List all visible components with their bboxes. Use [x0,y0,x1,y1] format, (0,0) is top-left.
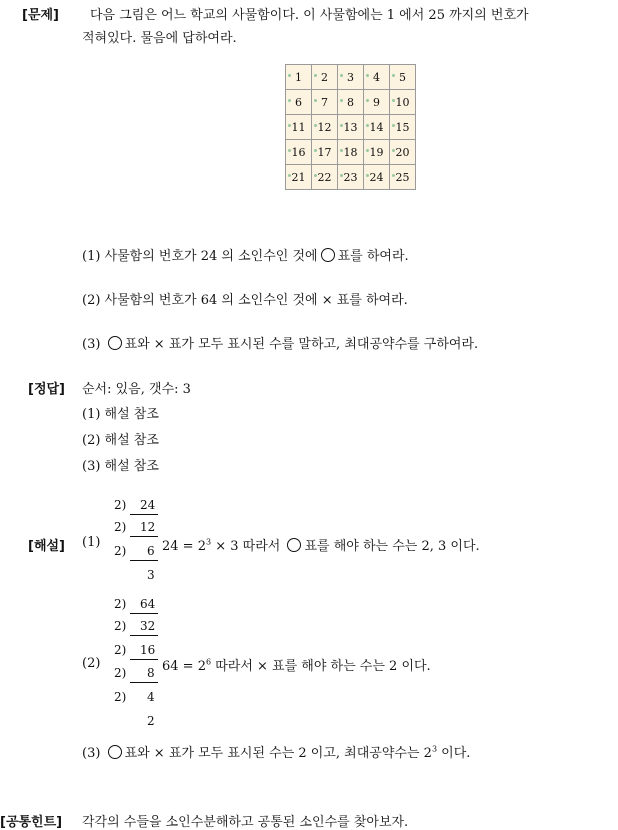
ladder-divisor: 2) [114,619,127,633]
ladder-value: 32 [140,619,156,633]
locker-cell [364,90,390,115]
locker-dot-icon [392,74,395,77]
solution-3-tail: 이다. [437,746,471,761]
locker-cell [286,165,312,190]
solution-2-num: (2) [82,656,101,671]
problem-text-line1: 다음 그림은 어느 학교의 사물함이다. 이 사물함에는 1 에서 25 까지의 번호가 [90,8,529,23]
locker-number: 17 [317,145,332,159]
locker-cell [364,140,390,165]
locker-number: 16 [291,145,306,159]
locker-cell [338,90,364,115]
solution-1-tail: 표를 해야 하는 수는 2, 3 이다. [304,539,480,554]
ladder-value: 2 [147,714,155,728]
locker-number: 8 [347,95,354,109]
problem-label: [문제] [22,8,59,23]
question-1-text: (1) 사물함의 번호가 24 의 소인수인 것에 [82,249,318,264]
solution-2-text [162,655,431,674]
answer-summary: 순서: 있음, 갯수: 3 [82,382,191,397]
locker-dot-icon [288,124,291,127]
locker-dot-icon [366,99,369,102]
ladder-divisor: 2) [114,643,127,657]
locker-dot-icon [340,124,343,127]
problem-text-line2: 적혀있다. 물음에 답하여라. [82,31,237,46]
locker-cell [286,140,312,165]
locker-row [286,90,416,115]
answer-item: (1) 해설 참조 [82,407,159,422]
ladder-value: 24 [140,498,156,512]
answer-label: [정답] [28,382,65,397]
locker-dot-icon [288,74,291,77]
ladder-divisor: 2) [114,690,127,704]
locker-cell [390,90,416,115]
question-3 [82,333,478,352]
locker-number: 10 [395,95,410,109]
ladder-divisor: 2) [114,597,127,611]
locker-cell [312,90,338,115]
locker-dot-icon [392,124,395,127]
locker-cell [390,165,416,190]
locker-row [286,115,416,140]
locker-cell [312,140,338,165]
locker-number: 21 [291,170,306,184]
locker-cell [390,115,416,140]
locker-dot-icon [288,99,291,102]
locker-grid [285,64,416,190]
ladder-value: 4 [147,690,155,704]
locker-number: 6 [295,95,302,109]
locker-number: 7 [321,95,328,109]
locker-dot-icon [314,124,317,127]
ladder-value: 8 [147,666,155,680]
ladder-divisor: 2) [114,544,127,558]
locker-row [286,165,416,190]
answer-item: (3) 해설 참조 [82,459,159,474]
circle-mark-icon [108,336,122,350]
locker-dot-icon [366,124,369,127]
locker-number: 24 [369,170,384,184]
ladder-value: 3 [147,568,155,582]
circle-mark-icon [321,248,335,262]
locker-number: 2 [321,70,328,84]
locker-dot-icon [314,174,317,177]
ladder-value: 16 [140,643,156,657]
locker-cell [364,165,390,190]
locker-row [286,65,416,90]
locker-cell [338,140,364,165]
locker-cell [338,65,364,90]
circle-mark-icon [287,538,301,552]
locker-cell [286,90,312,115]
locker-number: 23 [343,170,358,184]
ladder-divisor: 2) [114,520,127,534]
solution-label: [해설] [28,539,65,554]
question-1-tail: 표를 하여라. [337,249,409,264]
locker-cell [312,65,338,90]
locker-number: 22 [317,170,332,184]
solution-1-text [162,535,480,554]
locker-row [286,140,416,165]
locker-dot-icon [340,74,343,77]
locker-number: 5 [399,70,406,84]
locker-number: 3 [347,70,354,84]
locker-dot-icon [392,99,395,102]
locker-dot-icon [392,174,395,177]
ladder-divisor: 2) [114,498,127,512]
locker-cell [364,65,390,90]
solution-2-tail: 따라서 × 표를 해야 하는 수는 2 이다. [211,659,431,674]
locker-dot-icon [340,99,343,102]
locker-cell [286,115,312,140]
locker-dot-icon [288,174,291,177]
locker-number: 9 [373,95,380,109]
equation-rest: × 3 따라서 [211,539,281,554]
circle-mark-icon [108,745,122,759]
locker-dot-icon [366,74,369,77]
solution-1-num: (1) [82,535,101,550]
locker-cell [338,165,364,190]
locker-dot-icon [392,149,395,152]
hint-text: 각각의 수들을 소인수분해하고 공통된 소인수를 찾아보자. [82,815,409,830]
locker-cell [364,115,390,140]
locker-dot-icon [314,149,317,152]
question-2: (2) 사물함의 번호가 64 의 소인수인 것에 × 표를 하여라. [82,293,408,308]
equation-64: 64 = 2 [162,659,206,674]
ladder-divisor: 2) [114,666,127,680]
ladder-value: 64 [140,597,156,611]
locker-number: 14 [369,120,384,134]
locker-dot-icon [314,99,317,102]
locker-number: 20 [395,145,410,159]
solution-3-num: (3) [82,746,101,761]
locker-dot-icon [366,149,369,152]
locker-number: 4 [373,70,380,84]
locker-number: 15 [395,120,410,134]
exponent: 3 [205,537,212,547]
ladder-value: 6 [147,544,155,558]
locker-cell [390,65,416,90]
locker-dot-icon [340,174,343,177]
locker-cell [286,65,312,90]
locker-number: 12 [317,120,332,134]
locker-number: 19 [369,145,384,159]
question-3-num: (3) [82,337,101,352]
locker-number: 11 [291,120,306,134]
exponent: 3 [431,744,438,754]
locker-dot-icon [366,174,369,177]
equation-24: 24 = 2 [162,539,206,554]
question-1 [82,245,409,264]
solution-3 [82,742,470,761]
locker-cell [338,115,364,140]
hint-label: [공통힌트] [0,815,63,830]
ladder-value: 12 [140,520,156,534]
exponent: 6 [205,657,212,667]
solution-3-text: 표와 × 표가 모두 표시된 수는 2 이고, 최대공약수는 2 [124,746,432,761]
question-3-text: 표와 × 표가 모두 표시된 수를 말하고, 최대공약수를 구하여라. [124,337,479,352]
locker-cell [312,115,338,140]
locker-cell [312,165,338,190]
locker-dot-icon [314,74,317,77]
locker-number: 13 [343,120,358,134]
locker-number: 18 [343,145,358,159]
locker-cell [390,140,416,165]
answer-item: (2) 해설 참조 [82,433,159,448]
locker-dot-icon [340,149,343,152]
locker-number: 1 [295,70,302,84]
locker-dot-icon [288,149,291,152]
locker-number: 25 [395,170,410,184]
